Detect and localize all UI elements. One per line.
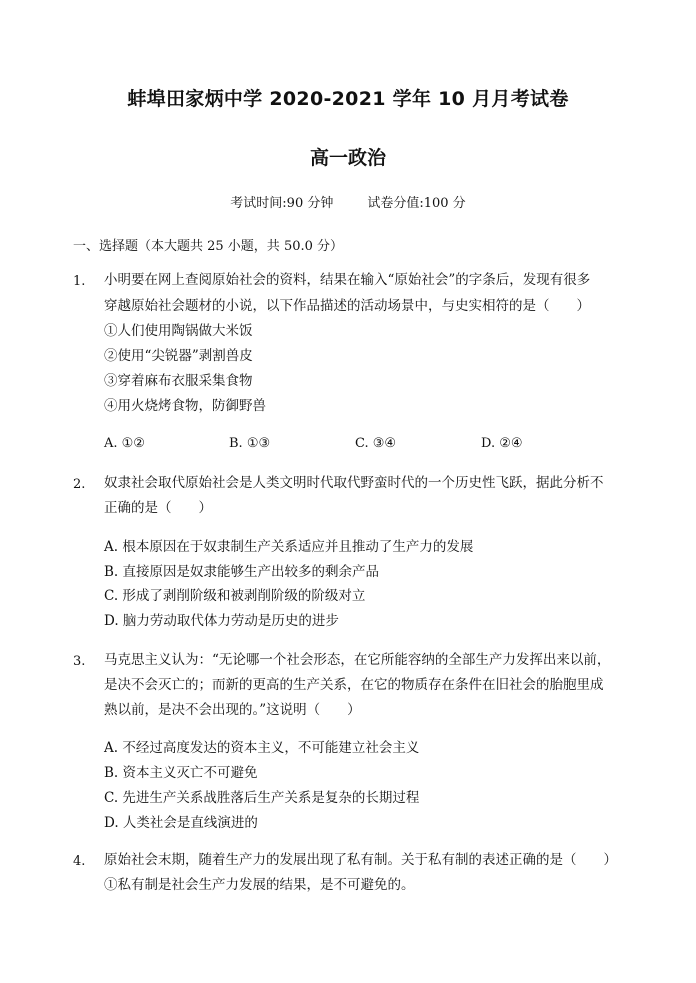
exam-meta xyxy=(0,192,696,211)
question-3-option-a[interactable]: A. 不经过高度发达的资本主义，不可能建立社会主义 xyxy=(104,740,420,756)
question-4-stem-line-2: ①私有制是社会生产力发展的结果，是不可避免的。 xyxy=(104,877,415,893)
question-1-statement-1: ①人们使用陶锅做大米饭 xyxy=(104,323,253,339)
subject-title: 高一政治 xyxy=(309,147,386,169)
question-2-option-d[interactable]: D. 脑力劳动取代体力劳动是历史的进步 xyxy=(104,613,339,629)
question-3-stem-line-2: 是决不会灭亡的；而新的更高的生产关系，在它的物质存在条件在旧社会的胎胞里成 xyxy=(104,677,604,693)
question-2-option-c[interactable]: C. 形成了剥削阶级和被剥削阶级的阶级对立 xyxy=(104,588,366,604)
exam-time: 考试时间:90 分钟 xyxy=(230,196,334,211)
question-2-option-b[interactable]: B. 直接原因是奴隶能够生产出较多的剩余产品 xyxy=(104,564,380,580)
question-3-option-c[interactable]: C. 先进生产关系战胜落后生产关系是复杂的长期过程 xyxy=(104,790,420,806)
question-1-number: 1. xyxy=(73,274,86,289)
exam-title: 蚌埠田家炳中学 2020-2021 学年 10 月月考试卷 xyxy=(127,88,569,110)
question-2-option-a[interactable]: A. 根本原因在于奴隶制生产关系适应并且推动了生产力的发展 xyxy=(104,539,474,555)
question-1-stem-line-1: 小明要在网上查阅原始社会的资料，结果在输入“原始社会”的字条后，发现有很多 xyxy=(104,272,591,288)
question-4-number: 4. xyxy=(73,854,86,869)
section-heading: 一、选择题（本大题共 25 小题，共 50.0 分） xyxy=(73,239,344,254)
question-1-option-d[interactable]: D. ②④ xyxy=(481,436,523,451)
question-4-stem-line-1: 原始社会末期，随着生产力的发展出现了私有制。关于私有制的表述正确的是（ ） xyxy=(104,852,617,868)
question-2-stem-line-2: 正确的是（ ） xyxy=(104,500,212,516)
question-1-option-b[interactable]: B. ①③ xyxy=(229,436,271,451)
question-1-option-c[interactable]: C. ③④ xyxy=(355,436,397,451)
question-1-statement-2: ②使用“尖锐器”剥割兽皮 xyxy=(104,348,253,364)
question-2-stem-line-1: 奴隶社会取代原始社会是人类文明时代取代野蛮时代的一个历史性飞跃，据此分析不 xyxy=(104,475,604,491)
question-1-statement-3: ③穿着麻布衣服采集食物 xyxy=(104,373,253,389)
question-3-stem-line-3: 熟以前，是决不会出现的。”这说明（ ） xyxy=(104,702,361,718)
question-3-option-b[interactable]: B. 资本主义灭亡不可避免 xyxy=(104,765,258,781)
question-1-stem-line-2: 穿越原始社会题材的小说，以下作品描述的活动场景中，与史实相符的是（ ） xyxy=(104,298,590,314)
question-3-stem-line-1: 马克思主义认为：“无论哪一个社会形态，在它所能容纳的全部生产力发挥出来以前， xyxy=(104,652,611,668)
question-3-option-d[interactable]: D. 人类社会是直线演进的 xyxy=(104,815,258,831)
exam-score: 试卷分值:100 分 xyxy=(367,196,466,211)
question-3-number: 3. xyxy=(73,654,86,669)
question-2-number: 2. xyxy=(73,477,86,492)
question-1-option-a[interactable]: A. ①② xyxy=(104,436,145,451)
question-1-statement-4: ④用火烧烤食物，防御野兽 xyxy=(104,398,266,414)
